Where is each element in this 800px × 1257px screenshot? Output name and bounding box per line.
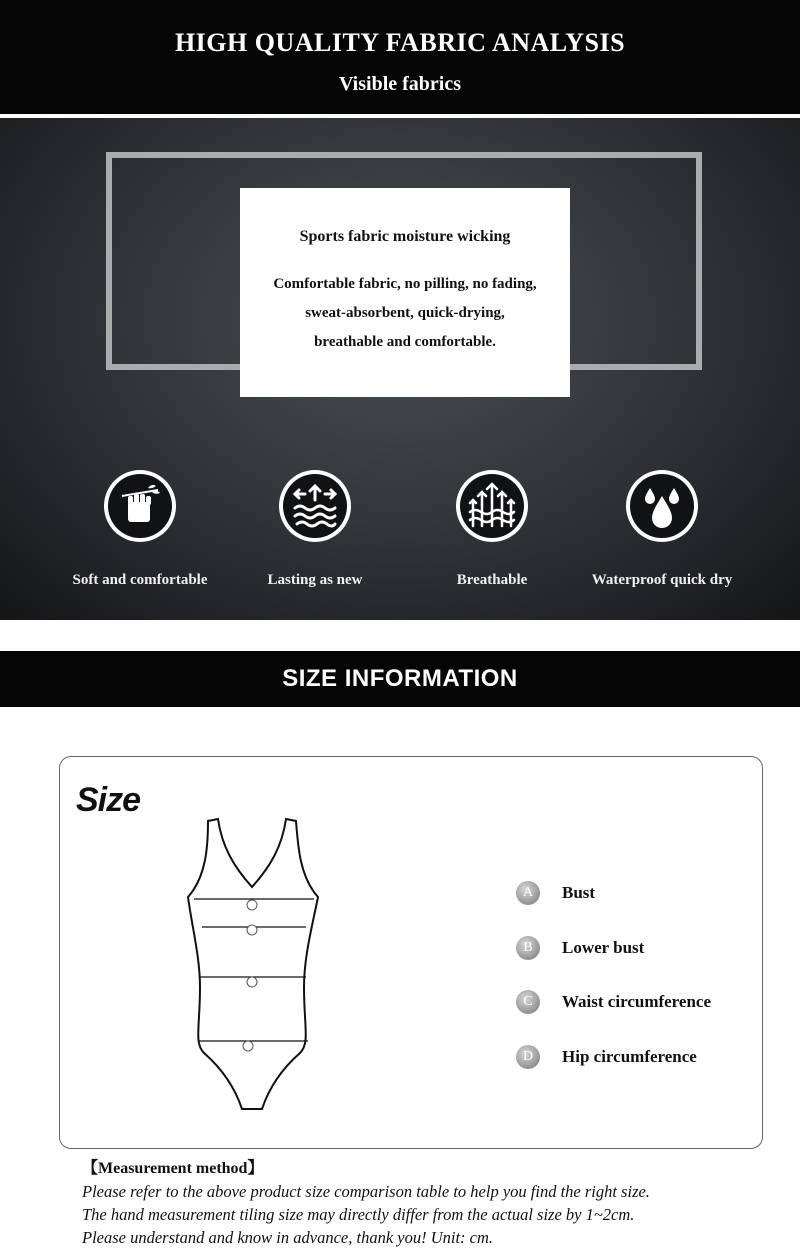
feature-label: Waterproof quick dry	[591, 572, 733, 588]
fabric-info-box	[240, 188, 570, 397]
legend-badge: D	[516, 1045, 540, 1069]
measurement-line: Please refer to the above product size comparison table to help you find the right size.	[82, 1182, 650, 1201]
swimsuit-diagram	[186, 817, 322, 1113]
legend-badge: A	[516, 881, 540, 905]
measurement-title: 【Measurement method】	[82, 1160, 264, 1177]
fabric-info-line: Comfortable fabric, no pilling, no fading,	[273, 276, 537, 292]
fabric-info-heading: Sports fabric moisture wicking	[299, 228, 511, 245]
size-info-bar	[0, 651, 800, 707]
measurement-line: The hand measurement tiling size may directly differ from the actual size by 1~2cm.	[82, 1205, 635, 1224]
size-info-title: SIZE INFORMATION	[282, 665, 518, 692]
size-logo: Size	[76, 781, 141, 819]
legend-label: Hip circumference	[562, 1047, 697, 1066]
fabric-info-line: sweat-absorbent, quick-drying,	[305, 305, 505, 321]
waves-arrows-icon	[279, 470, 351, 542]
breathable-arrows-icon	[456, 470, 528, 542]
feature-label: Breathable	[456, 572, 528, 588]
legend-badge: C	[516, 990, 540, 1014]
fabric-info-line: breathable and comfortable.	[314, 334, 496, 350]
legend-label: Waist circumference	[562, 992, 712, 1011]
feature-label: Lasting as new	[267, 572, 363, 588]
legend-badge: B	[516, 936, 540, 960]
fabric-subtitle: Visible fabrics	[338, 73, 462, 95]
water-drops-icon	[626, 470, 698, 542]
fist-icon	[104, 470, 176, 542]
fabric-title: HIGH QUALITY FABRIC ANALYSIS	[174, 28, 626, 57]
size-card	[59, 756, 763, 1149]
legend-label: Lower bust	[562, 938, 645, 957]
measurement-line: Please understand and know in advance, thank you! Unit: cm.	[82, 1228, 494, 1247]
fabric-panel	[0, 118, 800, 620]
feature-label: Soft and comfortable	[72, 572, 208, 588]
legend-label: Bust	[562, 883, 596, 902]
fabric-header	[0, 0, 800, 114]
